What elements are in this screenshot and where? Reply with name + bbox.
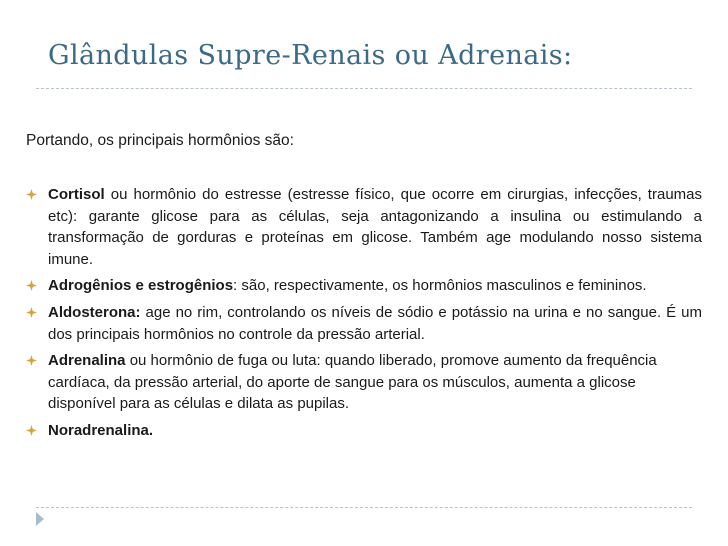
diamond-bullet-icon — [26, 280, 37, 291]
hormone-description: : são, respectivamente, os hormônios masculinos e femininos. — [233, 277, 647, 295]
hormone-name: Cortisol — [48, 186, 105, 203]
list-item — [26, 275, 702, 297]
slide-title: Glândulas Supre-Renais ou Adrenais: — [48, 40, 573, 71]
diamond-bullet-icon — [26, 425, 37, 436]
list-item — [26, 420, 702, 442]
diamond-bullet-icon — [26, 355, 37, 366]
hormone-list — [26, 184, 702, 447]
list-item — [26, 184, 702, 270]
corner-triangle-icon — [36, 512, 44, 526]
hormone-name: Noradrenalina. — [48, 421, 154, 439]
title-divider — [36, 88, 692, 89]
intro-text: Portando, os principais hormônios são: — [26, 132, 294, 149]
diamond-bullet-icon — [26, 189, 37, 200]
hormone-name: Adrenalina — [48, 352, 126, 370]
hormone-name: Adrogênios e estrogênios — [48, 277, 234, 295]
hormone-name: Aldosterona: — [48, 303, 141, 321]
list-item — [26, 302, 702, 345]
hormone-description: ou hormônio do estresse (estresse físico, que ocorre em cirurgias, infecções, traumas etc): garante glicose para as células, seja antagonizando a insulina ou estimulando a transformação de gorduras e proteínas em glicose. Também age modulando nosso sistema imune. — [48, 186, 702, 268]
hormone-description: ou hormônio de fuga ou luta: quando liberado, promove aumento da frequência cardíaca, da pressão arterial, do aporte de sangue para os músculos, aumenta a glicose disponível para as células e dilata as pupilas. — [48, 352, 657, 413]
list-item — [26, 350, 702, 415]
diamond-bullet-icon — [26, 307, 37, 318]
footer-divider — [36, 507, 692, 508]
hormone-description: age no rim, controlando os níveis de sódio e potássio na urina e no sangue. É um dos principais hormônios no controle da pressão arterial. — [48, 303, 702, 343]
